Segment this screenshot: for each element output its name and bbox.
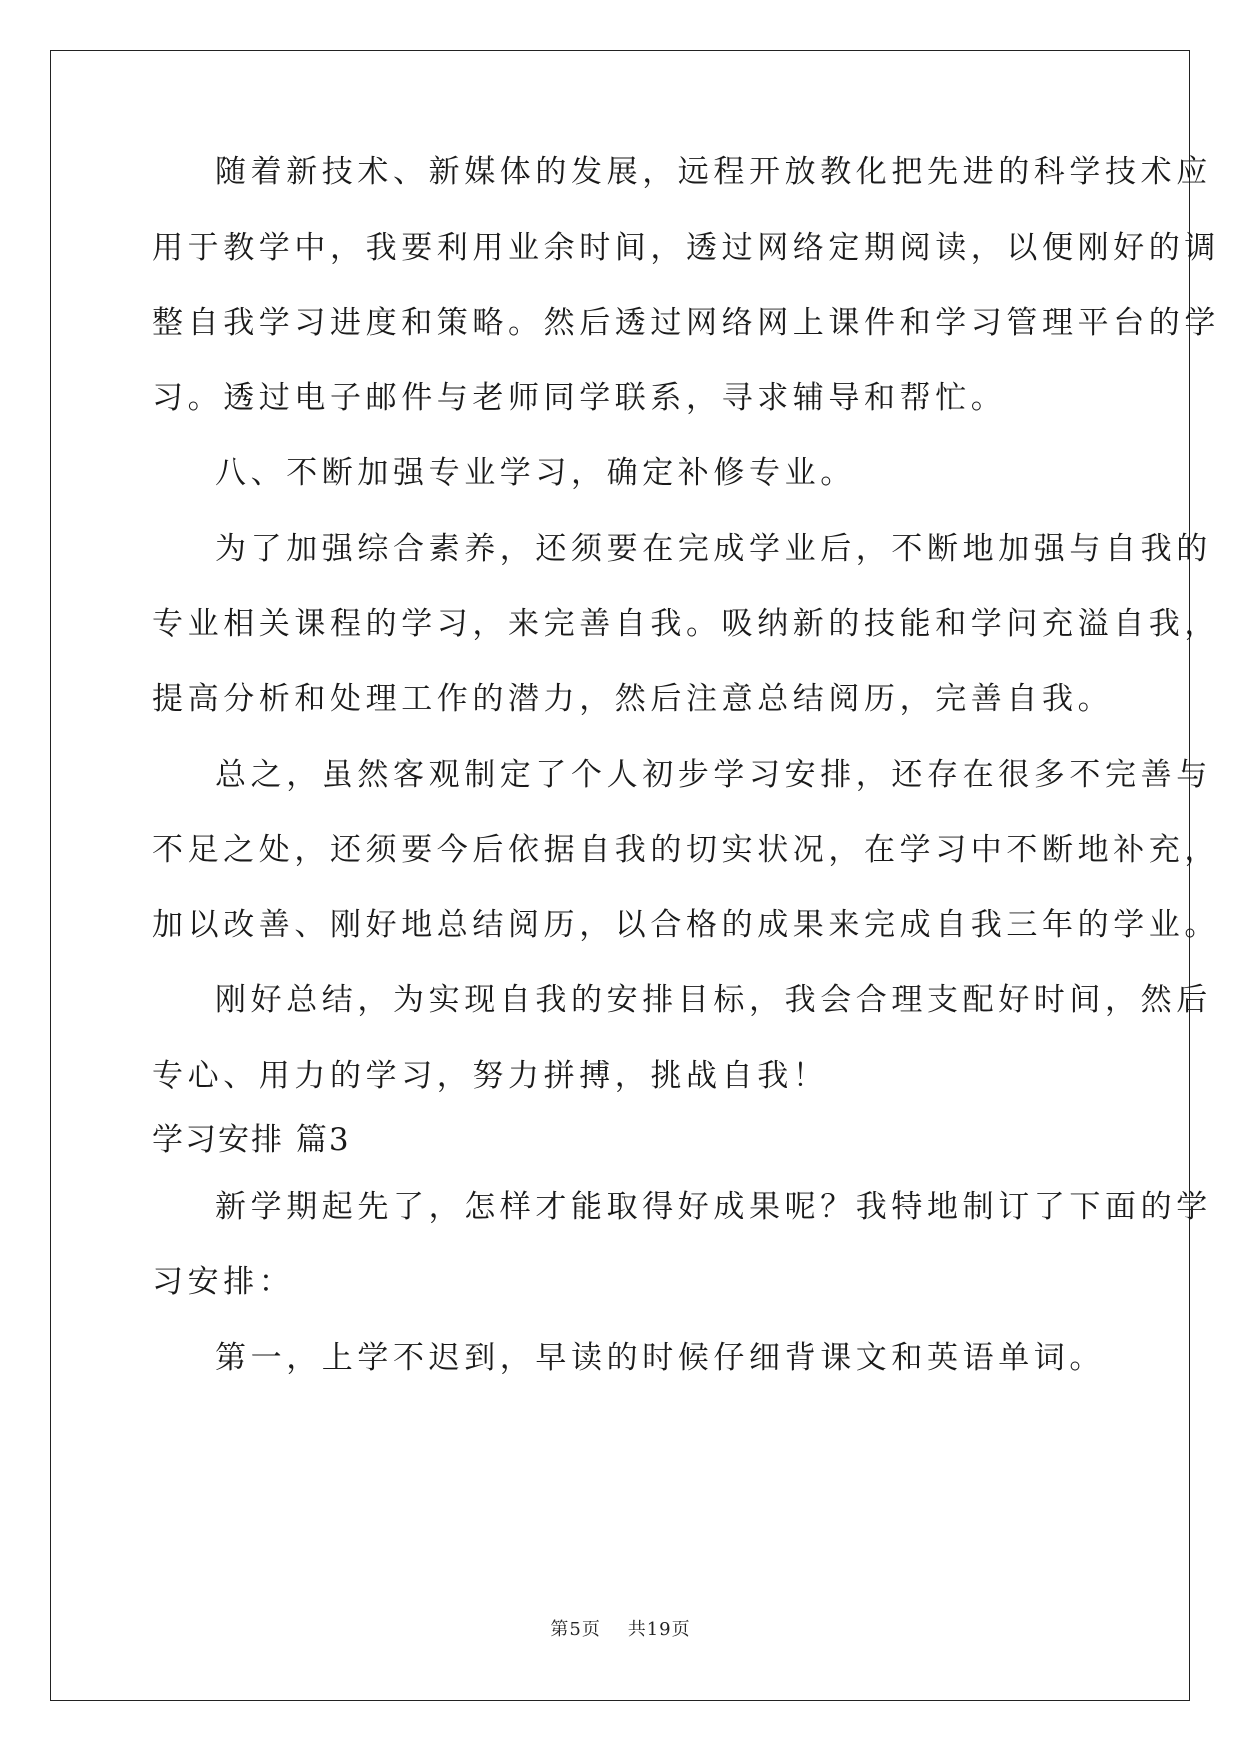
paragraph-line: 为了加强综合素养，还须要在完成学业后，不断地加强与自我的	[215, 531, 1212, 567]
paragraph-line: 提高分析和处理工作的潜力，然后注意总结阅历，完善自我。	[152, 681, 1114, 717]
paragraph-line: 第一，上学不迟到，早读的时候仔细背课文和英语单词。	[215, 1340, 1105, 1376]
paragraph-line: 新学期起先了，怎样才能取得好成果呢？我特地制订了下面的学	[215, 1189, 1212, 1225]
paragraph-line: 习。透过电子邮件与老师同学联系，寻求辅导和帮忙。	[152, 380, 1007, 416]
page-border	[50, 50, 1190, 1701]
paragraph-line: 八、不断加强专业学习，确定补修专业。	[215, 455, 856, 491]
paragraph-line: 用于教学中，我要利用业余时间，透过网络定期阅读，以便刚好的调	[152, 230, 1220, 266]
page-number: 第5页	[550, 1619, 601, 1640]
paragraph-line: 专心、用力的学习，努力拼搏，挑战自我！	[152, 1058, 829, 1094]
page-total: 共19页	[627, 1619, 691, 1640]
page-footer	[0, 1615, 1241, 1641]
paragraph-line: 随着新技术、新媒体的发展，远程开放教化把先进的科学技术应	[215, 154, 1212, 190]
paragraph-line: 专业相关课程的学习，来完善自我。吸纳新的技能和学问充溢自我，	[152, 606, 1220, 642]
paragraph-line: 不足之处，还须要今后依据自我的切实状况，在学习中不断地补充，	[152, 832, 1220, 868]
paragraph-line: 总之，虽然客观制定了个人初步学习安排，还存在很多不完善与	[215, 757, 1212, 793]
section-heading: 学习安排 篇3	[152, 1122, 351, 1158]
paragraph-line: 刚好总结，为实现自我的安排目标，我会合理支配好时间，然后	[215, 982, 1212, 1018]
paragraph-line: 加以改善、刚好地总结阅历，以合格的成果来完成自我三年的学业。	[152, 907, 1220, 943]
paragraph-line: 整自我学习进度和策略。然后透过网络网上课件和学习管理平台的学	[152, 305, 1220, 341]
paragraph-line: 习安排：	[152, 1264, 295, 1300]
